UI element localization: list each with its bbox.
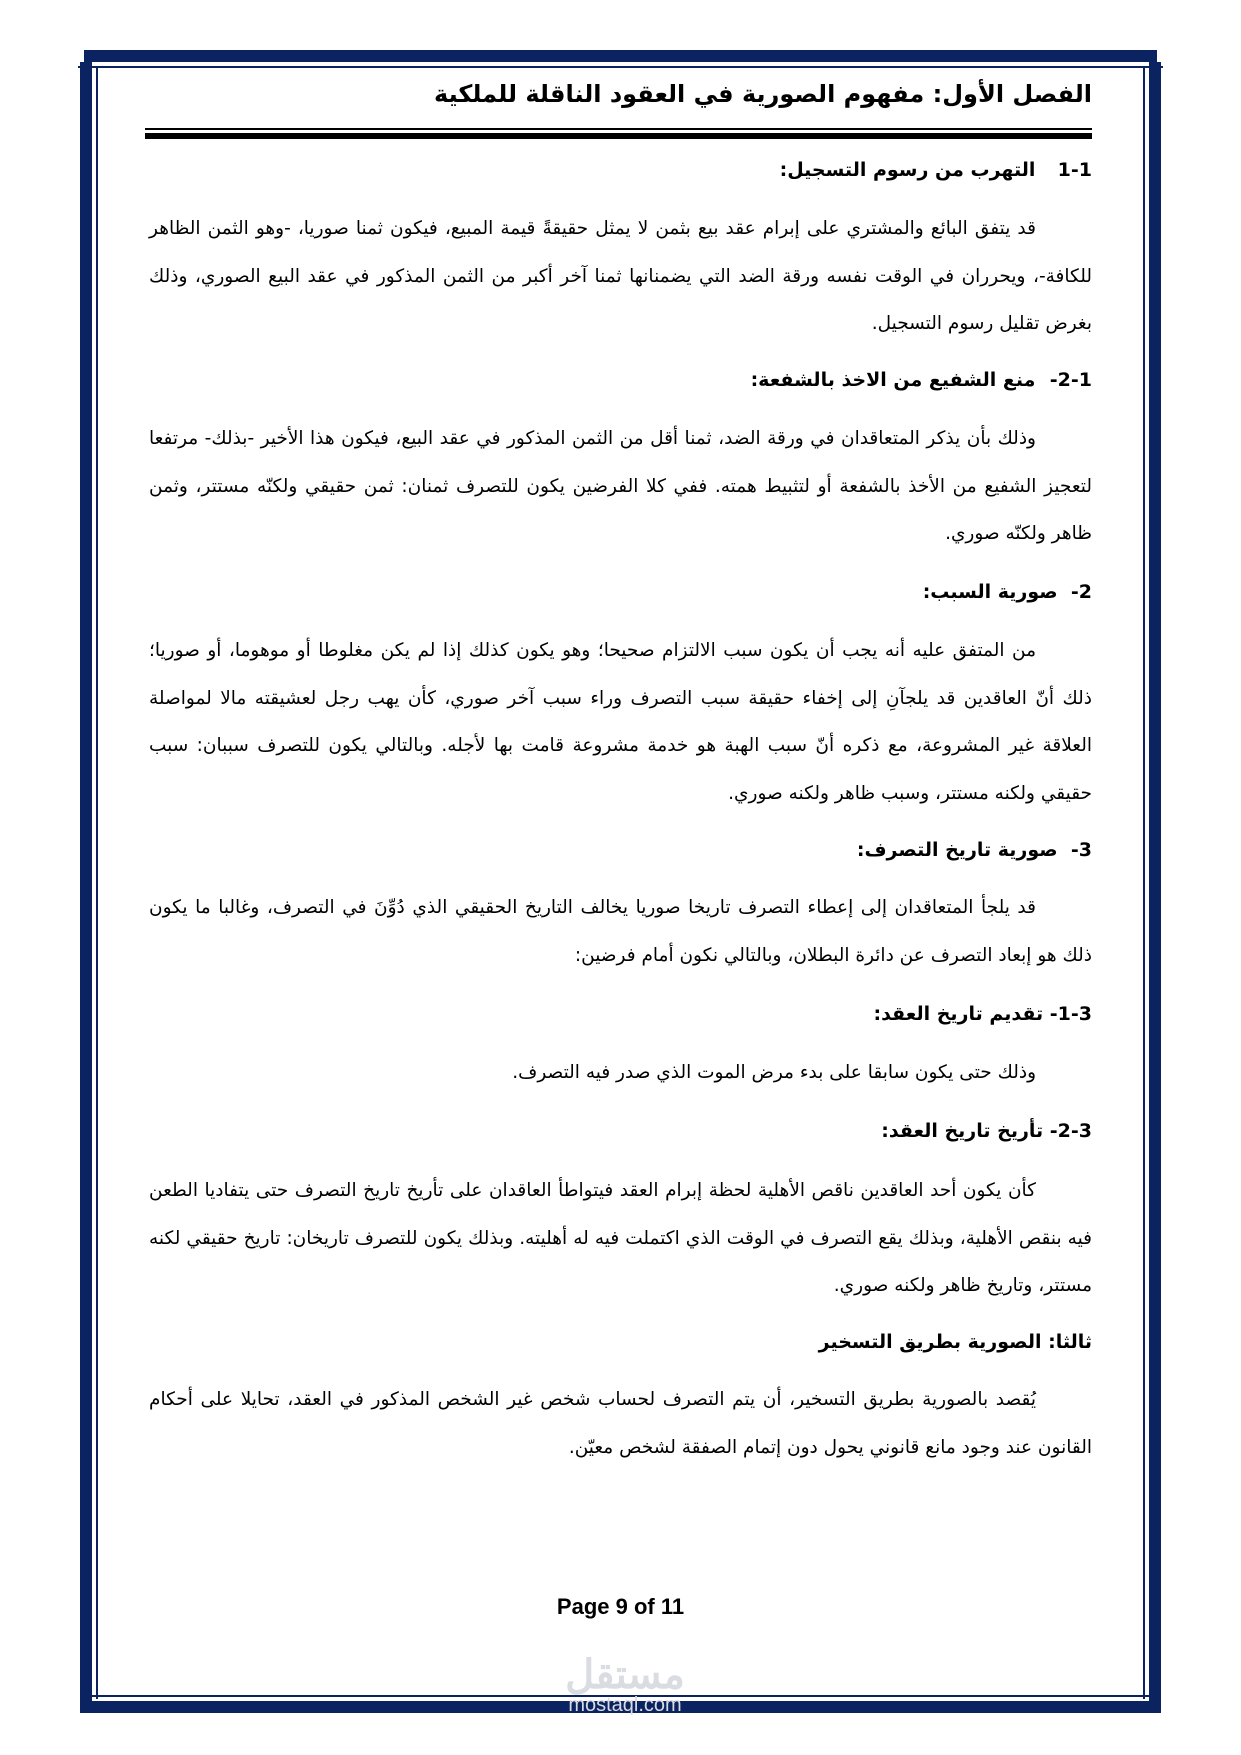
section-heading: ثالثا: الصورية بطريق التسخير bbox=[818, 1331, 1092, 1353]
paragraph: من المتفق عليه أنه يجب أن يكون سبب الالتزام صحيحا؛ وهو يكون كذلك إذا لم يكن مغلوطا أو موهوما، أو صوريا؛ ذلك أنّ العاقدين قد يلجآنِ إلى إخفاء حقيقة سبب التصرف وراء سبب آخر صوري، كأن يهب رجل لعشيقته مالا لمواصلة العلاقة غير المشروعة، مع ذكره أنّ سبب الهبة هو خدمة مشروعة قامت بها لأجله. وبالتالي يكون للتصرف سببان: سبب حقيقي ولكنه مستتر، وسبب ظاهر ولكنه صوري. bbox=[149, 640, 1092, 804]
subsection-heading: 1-3- تقديم تاريخ العقد: bbox=[873, 1003, 1092, 1025]
title-rule-thick bbox=[145, 133, 1092, 139]
section-heading: 2-1- منع الشفيع من الاخذ بالشفعة: bbox=[750, 369, 1092, 391]
page-border-top bbox=[84, 50, 1157, 62]
section-heading: 2- صورية السبب: bbox=[922, 581, 1092, 603]
title-rule-thin bbox=[145, 128, 1092, 130]
paragraph: كأن يكون أحد العاقدين ناقص الأهلية لحظة إبرام العقد فيتواطأ العاقدان على تأريخ تاريخ التصرف حتى يتفاديا الطعن فيه بنقص الأهلية، وبذلك يقع التصرف في الوقت الذي اكتملت فيه له أهليته. وبذلك يكون للتصرف تاريخان: تاريخ حقيقي لكنه مستتر، وتاريخ ظاهر ولكنه صوري. bbox=[149, 1180, 1092, 1296]
page-border-left-thin bbox=[96, 66, 98, 1699]
paragraph: قد يلجأ المتعاقدان إلى إعطاء التصرف تاريخا صوريا يخالف التاريخ الحقيقي الذي دُوِّنَ في التصرف، وغالبا ما يكون ذلك هو إبعاد التصرف عن دائرة البطلان، وبالتالي نكون أمام فرضين: bbox=[149, 897, 1092, 966]
chapter-title: الفصل الأول: مفهوم الصورية في العقود الناقلة للملكية bbox=[434, 80, 1092, 108]
section-heading: 1-1 التهرب من رسوم التسجيل: bbox=[779, 159, 1092, 181]
paragraph: قد يتفق البائع والمشتري على إبرام عقد بيع بثمن لا يمثل حقيقةً قيمة المبيع، فيكون ثمنا صوريا، -وهو الثمن الظاهر للكافة-، ويحرران في الوقت نفسه ورقة الضد التي يضمنانها ثمنا آخر أكبر من الثمن المذكور في عقد البيع الصوري، وذلك بغرض تقليل رسوم التسجيل. bbox=[149, 218, 1092, 334]
page-border-right-thin bbox=[1143, 66, 1145, 1699]
page-number: Page 9 of 11 bbox=[556, 1594, 685, 1619]
paragraph: يُقصد بالصورية بطريق التسخير، أن يتم التصرف لحساب شخص غير الشخص المذكور في العقد، تحايلا على أحكام القانون عند وجود مانع قانوني يحول دون إتمام الصفقة لشخص معيّن. bbox=[149, 1389, 1092, 1458]
paragraph: وذلك بأن يذكر المتعاقدان في ورقة الضد، ثمنا أقل من الثمن المذكور في عقد البيع، فيكون هذا الأخير -بذلك- مرتفعا لتعجيز الشفيع من الأخذ بالشفعة أو لتثبيط همته. ففي كلا الفرضين يكون للتصرف ثمنان: ثمن حقيقي ولكنّه مستتر، وثمن ظاهر ولكنّه صوري. bbox=[149, 428, 1092, 544]
paragraph: وذلك حتى يكون سابقا على بدء مرض الموت الذي صدر فيه التصرف. bbox=[512, 1062, 1036, 1083]
watermark-latin: mostaql.com bbox=[568, 1694, 682, 1716]
watermark-arabic: مستقل bbox=[565, 1653, 685, 1697]
section-heading: 3- صورية تاريخ التصرف: bbox=[856, 839, 1092, 861]
page-border-right bbox=[1149, 62, 1161, 1703]
page-border-left bbox=[80, 62, 92, 1703]
watermark-logo bbox=[540, 1655, 710, 1715]
subsection-heading: 2-3- تأريخ تاريخ العقد: bbox=[881, 1120, 1092, 1142]
page-border-top-thin bbox=[78, 66, 1163, 68]
